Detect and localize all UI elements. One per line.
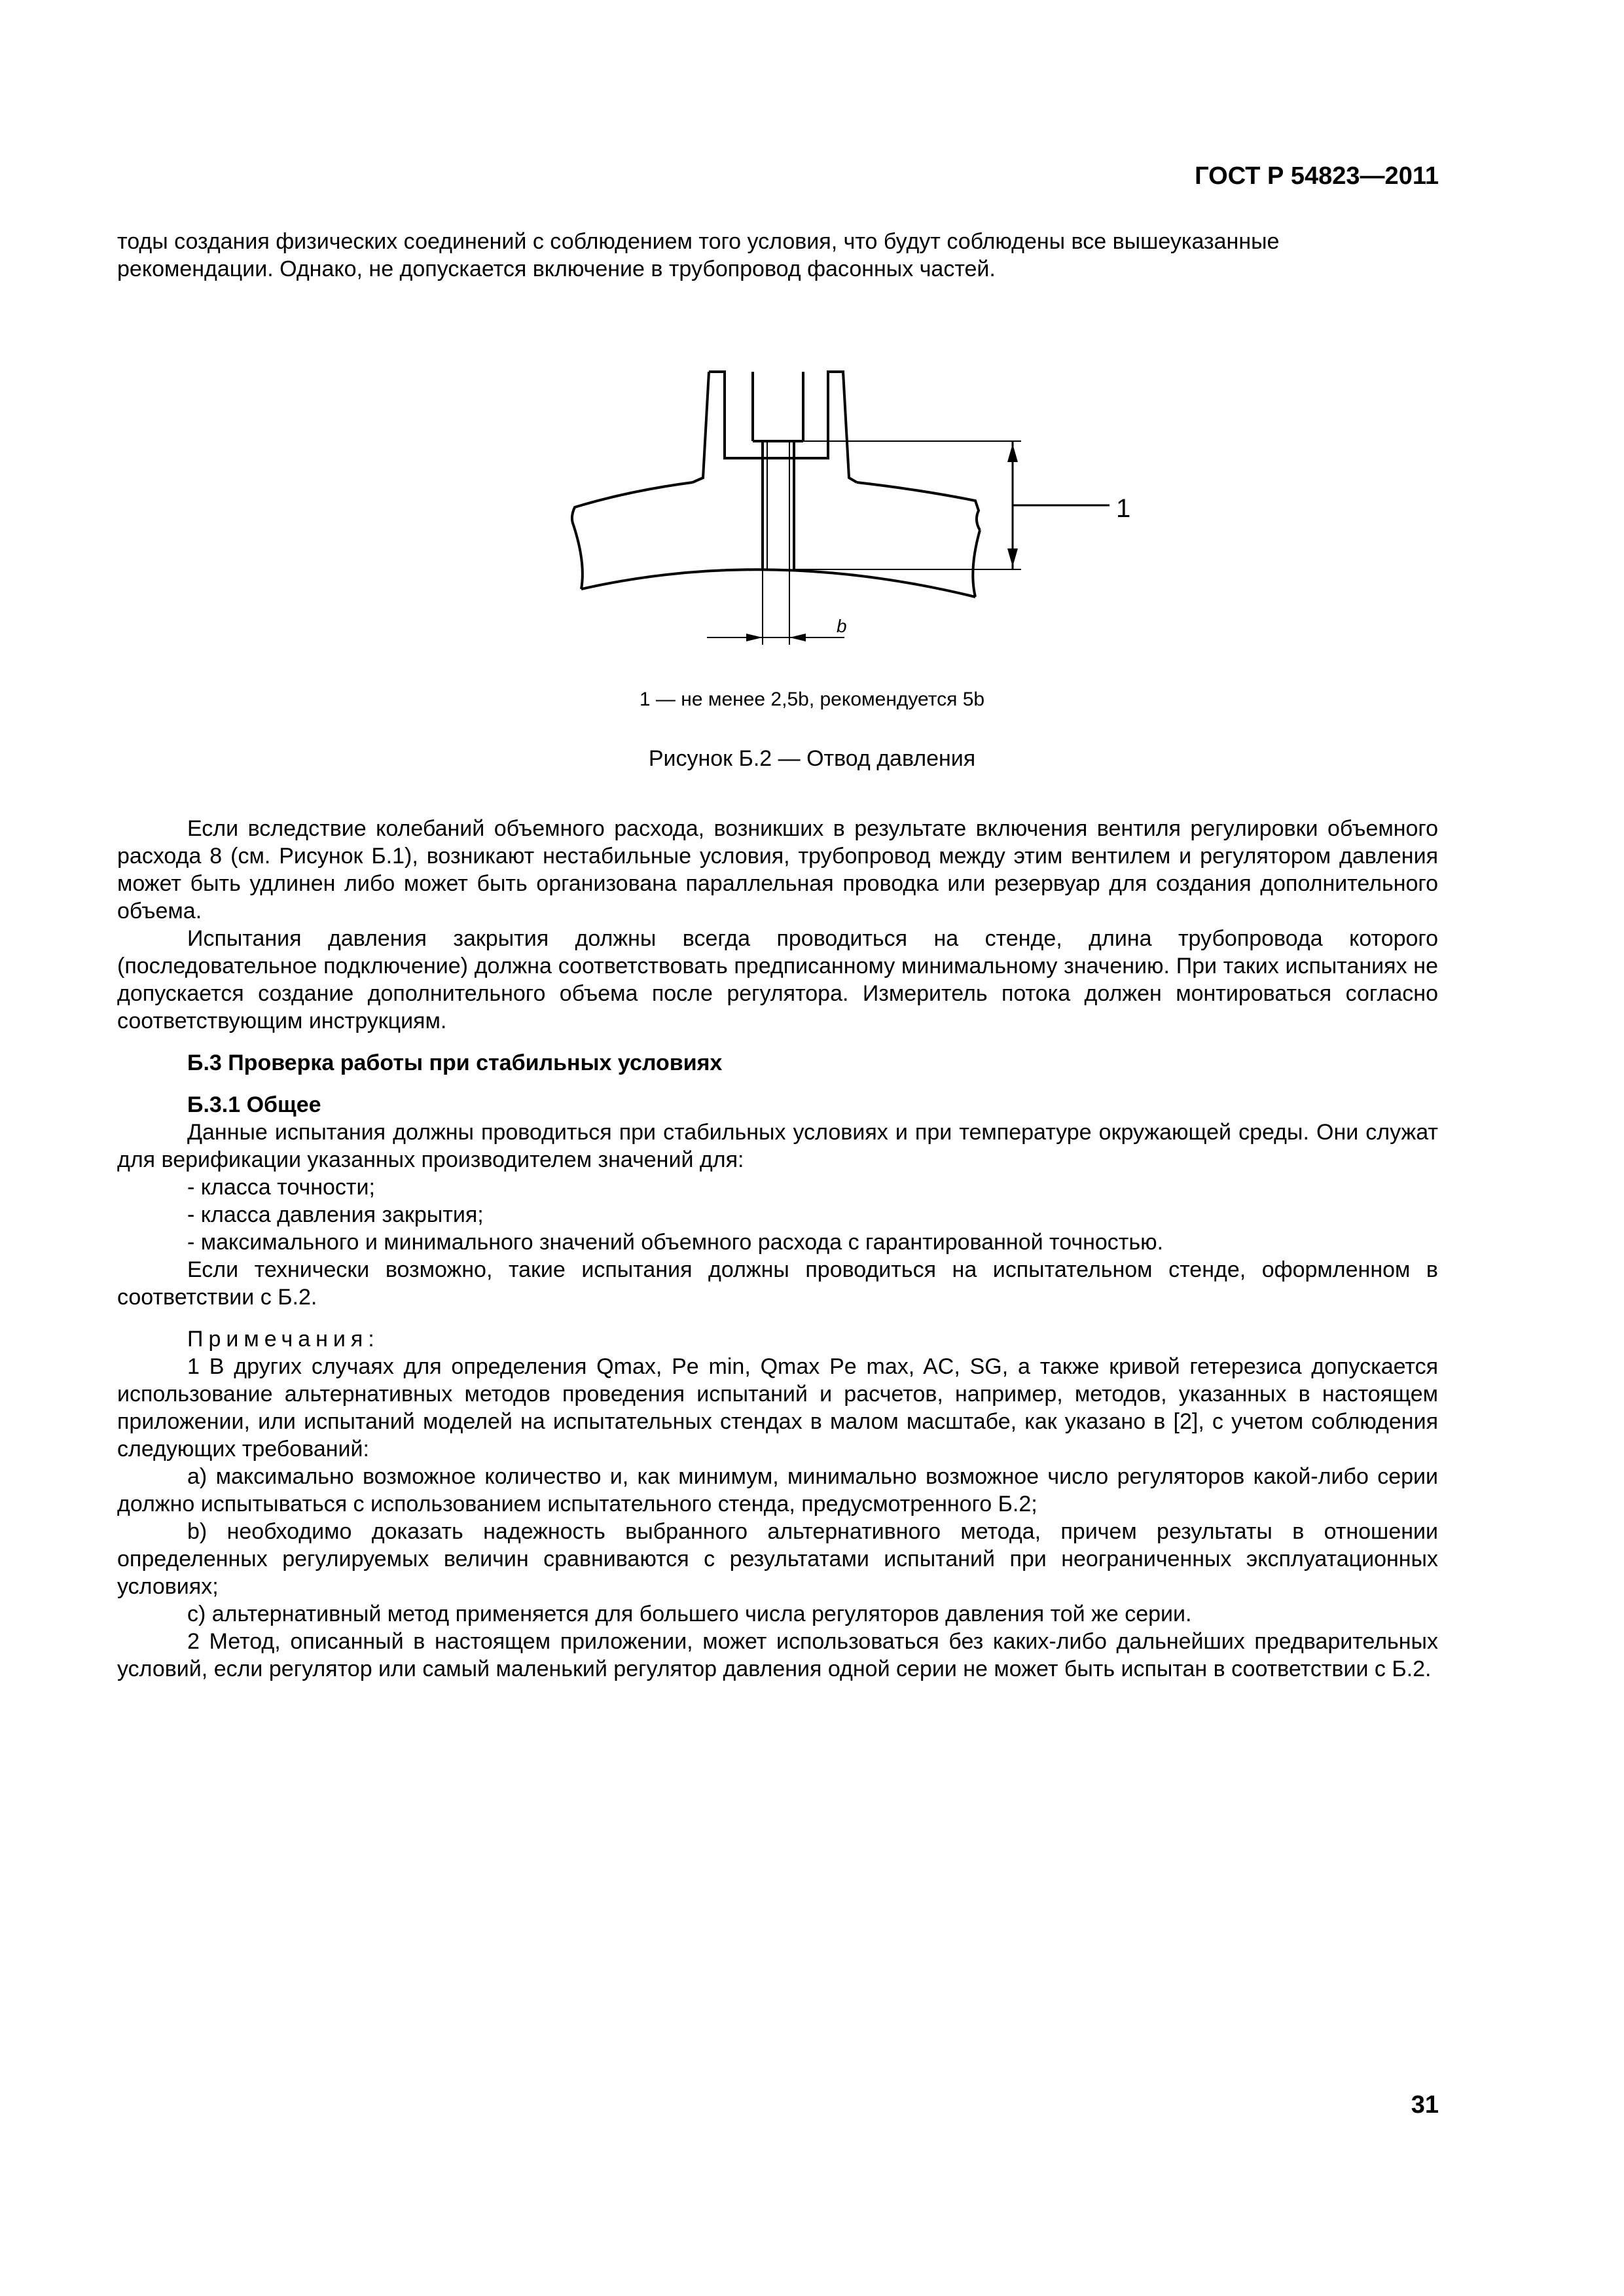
- paragraph-4: Если технически возможно, такие испытания должны проводиться на испытательном стенде, оформленном в соответствии с Б.2.: [117, 1257, 1438, 1310]
- note-1c: c) альтернативный метод применяется для большего числа регуляторов давления той же серии.: [187, 1602, 1192, 1626]
- page-number: 31: [1411, 2091, 1439, 2119]
- dimension-b-label: b: [837, 616, 847, 636]
- pressure-tap-figure: [0, 0, 1624, 655]
- notes-title: Примечания:: [187, 1327, 380, 1352]
- paragraph-2: Испытания давления закрытия должны всегда проводиться на стенде, длина трубопровода которого (последовательное подключение) должна соответствовать предписанному минимальному значению. При таких испытаниях не допускается создание дополнительного объема после регулятора. Измеритель потока должен монтироваться согласно соответствующим инструкциям.: [117, 926, 1438, 1033]
- note-1b: b) необходимо доказать надежность выбранного альтернативного метода, причем результаты в отношении определенных регулируемых величин сравниваются с результатами испытаний при неограниченных эксплуатационных условиях;: [117, 1519, 1438, 1599]
- document-id: ГОСТ Р 54823—2011: [1195, 162, 1439, 190]
- boss-outline: [709, 372, 857, 482]
- pipe-top-surface: [572, 482, 693, 525]
- note-2: 2 Метод, описанный в настоящем приложении, может использоваться без каких-либо дальнейших предварительных условий, если регулятор или самый маленький регулятор давления одной серии не может быть испытан в соответствии с Б.2.: [117, 1629, 1438, 1681]
- list-item-2: - класса давления закрытия;: [187, 1202, 484, 1227]
- paragraph-3: Данные испытания должны проводиться при стабильных условиях и при температуре окружающей среды. Они служат для верификации указанных производителем значений для:: [117, 1120, 1438, 1172]
- figure-legend: 1 — не менее 2,5b, рекомендуется 5b: [639, 689, 985, 710]
- section-b3-heading: Б.3 Проверка работы при стабильных условиях: [187, 1050, 723, 1075]
- paragraph-1: Если вследствие колебаний объемного расхода, возникших в результате включения вентиля регулировки объемного расхода 8 (см. Рисунок Б.1), возникают нестабильные условия, трубопровод между этим вентилем и регулятором давления может быть удлинен либо может быть организована параллельная проводка или резервуар для создания дополнительного объема.: [117, 816, 1438, 924]
- list-item-3: - максимального и минимального значений объемного расхода с гарантированной точностью.: [187, 1230, 1164, 1255]
- intro-line-1: тоды создания физических соединений с соблюдением того условия, что будут соблюдены все вышеуказанные: [117, 229, 1280, 254]
- note-1: 1 В других случаях для определения Qmax, Pe min, Qmax Pe max, AC, SG, а также кривой гетерезиса допускается использование альтернативных методов проведения испытаний и расчетов, например, методов, указанных в настоящем приложении, или испытаний моделей на испытательных стендах в малом масштабе, как указано в [2], с учетом соблюдения следующих требований:: [117, 1354, 1438, 1462]
- figure-caption: Рисунок Б.2 — Отвод давления: [648, 746, 976, 771]
- body-text: [117, 815, 1438, 1683]
- pipe-bottom-arc: [581, 569, 975, 597]
- section-b31-heading: Б.3.1 Общее: [187, 1092, 321, 1117]
- list-item-1: - класса точности;: [187, 1175, 375, 1200]
- callout-1-label: 1: [1116, 494, 1131, 523]
- intro-line-2: рекомендации. Однако, не допускается включение в трубопровод фасонных частей.: [117, 257, 996, 281]
- note-1a: a) максимально возможное количество и, как минимум, минимально возможное число регуляторов какой-либо серии должно испытываться с использованием испытательного стенда, предусмотренного Б.2;: [117, 1464, 1438, 1516]
